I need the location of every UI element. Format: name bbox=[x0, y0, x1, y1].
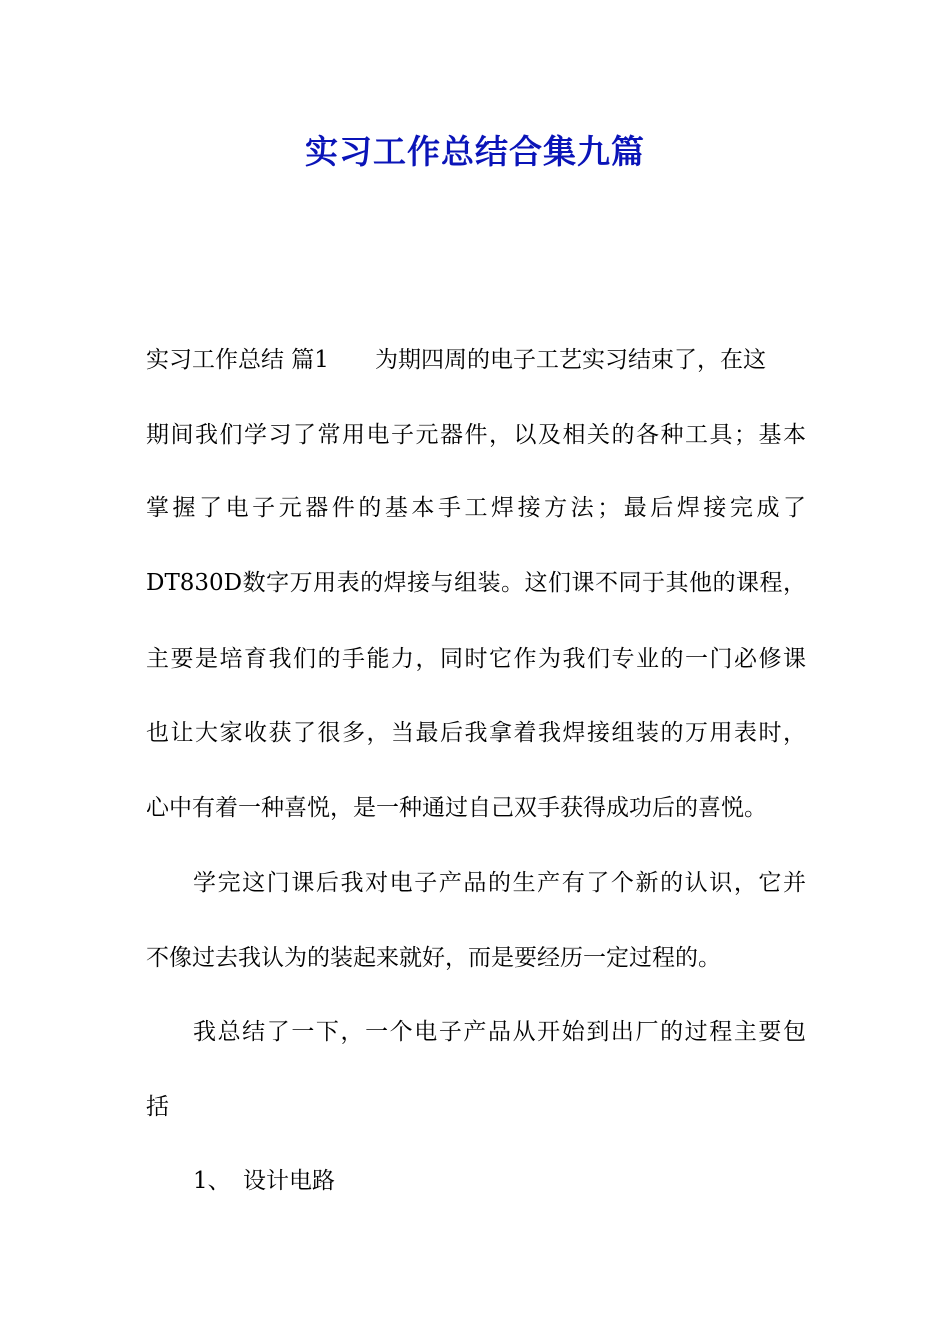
paragraph-line bbox=[146, 344, 806, 376]
paragraph-line: 也让大家收获了很多，当最后我拿着我焊接组装的万用表时， bbox=[146, 720, 806, 746]
paragraph-line: 心中有着一种喜悦，是一种通过自己双手获得成功后的喜悦。 bbox=[146, 795, 767, 821]
paragraph-line: 学完这门课后我对电子产品的生产有了个新的认识，它并 bbox=[193, 870, 806, 896]
paragraph-text: 为期四周的电子工艺实习结束了，在这 bbox=[374, 347, 766, 373]
paragraph-line: 主要是培育我们的手能力，同时它作为我们专业的一门必修课 bbox=[146, 646, 806, 672]
list-item-number: 1、 bbox=[193, 1168, 231, 1194]
paragraph-line: 括 bbox=[146, 1094, 169, 1120]
document-title: 实习工作总结合集九篇 bbox=[305, 132, 645, 171]
paragraph-line: 期间我们学习了常用电子元器件，以及相关的各种工具；基本 bbox=[146, 422, 806, 448]
paragraph-line: 不像过去我认为的装起来就好，而是要经历一定过程的。 bbox=[146, 945, 721, 971]
list-item bbox=[193, 1165, 806, 1197]
paragraph-line: 掌握了电子元器件的基本手工焊接方法；最后焊接完成了 bbox=[146, 495, 806, 521]
paragraph-line: 我总结了一下，一个电子产品从开始到出厂的过程主要包 bbox=[193, 1019, 806, 1045]
section-heading: 实习工作总结 篇1 bbox=[146, 347, 329, 373]
list-item-text: 设计电路 bbox=[243, 1168, 335, 1194]
paragraph-line: DT830D数字万用表的焊接与组装。这们课不同于其他的课程， bbox=[146, 570, 806, 596]
